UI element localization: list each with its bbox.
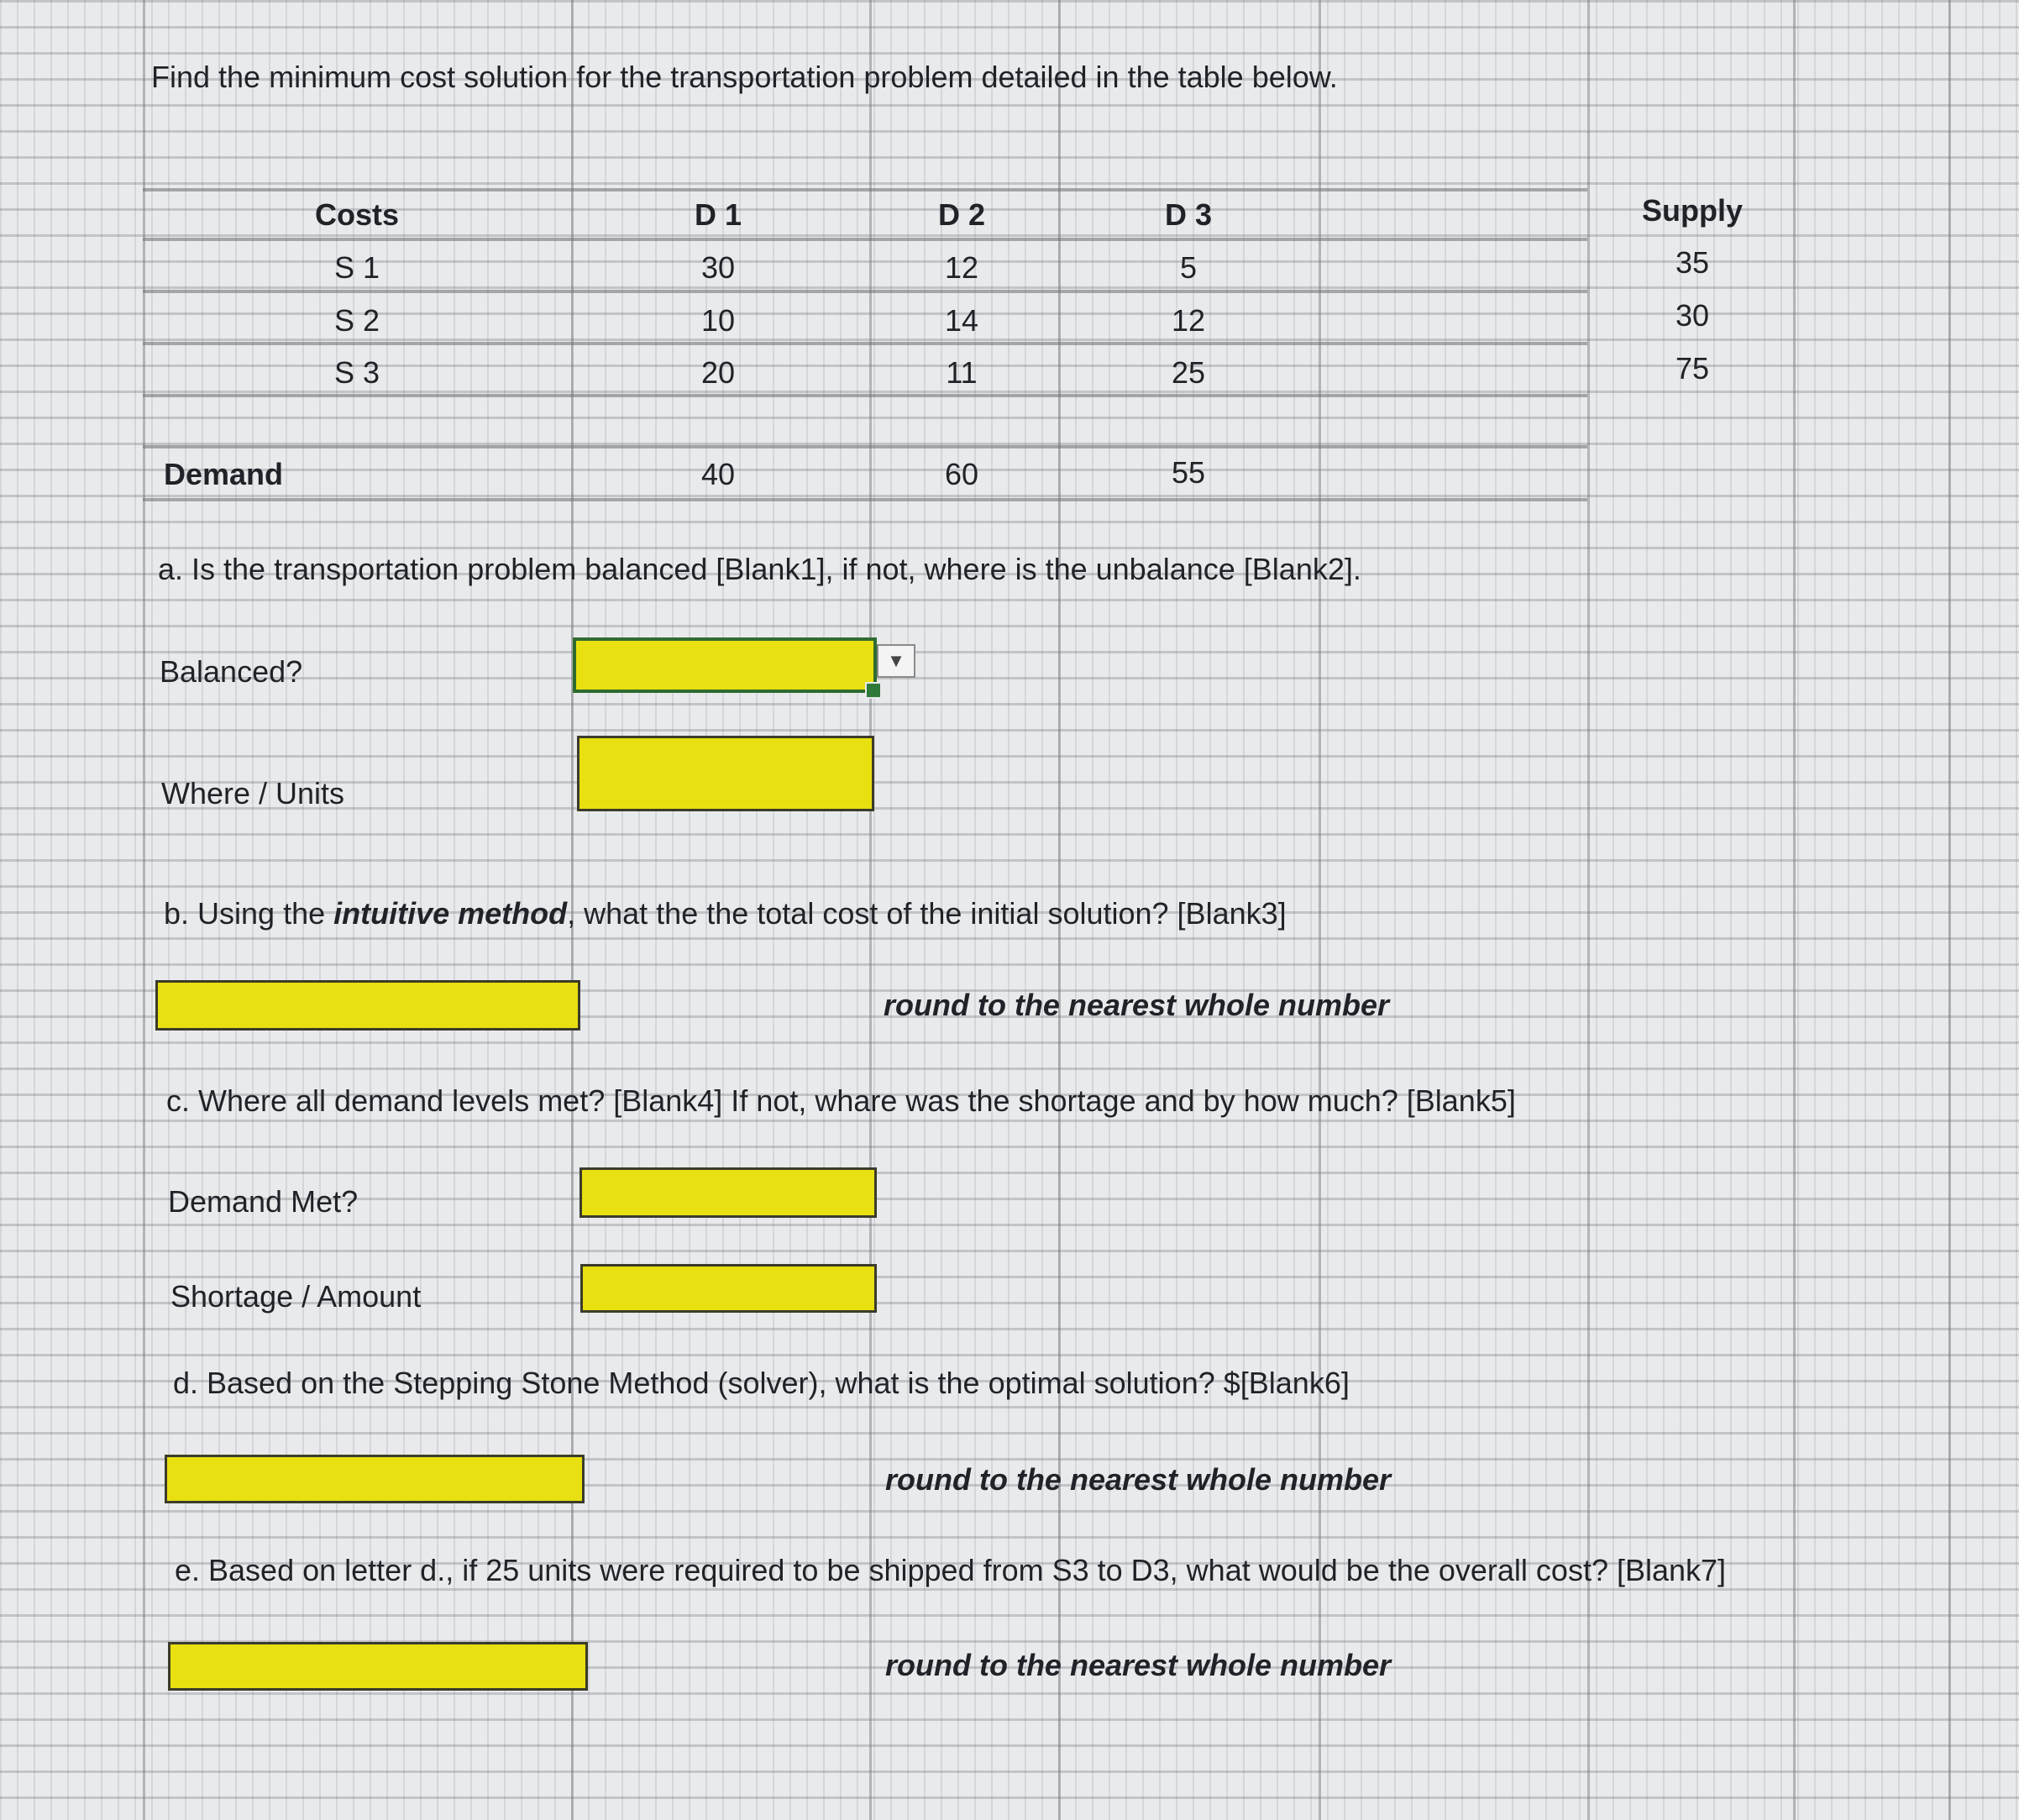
question-c-text: c. Where all demand levels met? [Blank4] If not, whare was the shortage and by how much? [Blank5] [166, 1083, 1516, 1118]
column-divider [1793, 0, 1796, 1820]
question-b-text [164, 895, 1287, 932]
table-rule [143, 342, 1587, 345]
cost-cell[interactable]: 5 [1179, 250, 1198, 285]
instructions-text: Find the minimum cost solution for the transportation problem detailed in the table below. [151, 60, 1338, 94]
cost-cell[interactable]: 11 [946, 355, 978, 390]
round-note-d: round to the nearest whole number [885, 1462, 1392, 1497]
total-cost-answer-cell[interactable] [155, 980, 580, 1031]
column-divider [1948, 0, 1951, 1820]
table-rule [143, 394, 1587, 397]
cost-cell[interactable]: 14 [944, 303, 979, 338]
column-divider [1319, 0, 1321, 1820]
balanced-dropdown-button[interactable] [877, 644, 915, 678]
demand-cell[interactable]: 40 [700, 457, 736, 491]
question-a-text: a. Is the transportation problem balanced [Blank1], if not, where is the unbalance [Blank2]. [158, 552, 1361, 586]
cost-cell[interactable]: 10 [700, 303, 736, 338]
row-label-s1: S 1 [333, 250, 380, 285]
demand-cell[interactable]: 60 [944, 457, 979, 491]
balanced-label: Balanced? [160, 654, 303, 689]
supply-cell[interactable]: 75 [1675, 351, 1710, 386]
cost-cell[interactable]: 12 [1171, 303, 1206, 338]
question-d-text: d. Based on the Stepping Stone Method (solver), what is the optimal solution? $[Blank6] [173, 1366, 1350, 1400]
cost-cell[interactable]: 30 [700, 250, 736, 285]
supply-cell[interactable]: 30 [1675, 298, 1710, 333]
demand-cell[interactable]: 55 [1171, 455, 1206, 490]
cost-cell[interactable]: 20 [700, 355, 736, 390]
demand-met-label: Demand Met? [168, 1184, 359, 1219]
question-b-prefix: b. Using the [164, 896, 334, 931]
supply-cell[interactable]: 35 [1675, 245, 1710, 280]
table-rule [143, 445, 1587, 448]
shortage-amount-label: Shortage / Amount [170, 1279, 422, 1314]
column-divider [143, 0, 145, 1820]
round-note-e: round to the nearest whole number [885, 1648, 1392, 1682]
question-b-suffix: , what the the total cost of the initial solution? [Blank3] [567, 896, 1287, 931]
table-rule [143, 290, 1587, 293]
column-divider [1587, 0, 1590, 1820]
supply-header: Supply [1641, 193, 1743, 228]
demand-met-answer-cell[interactable] [579, 1167, 877, 1218]
fill-handle[interactable] [865, 682, 882, 699]
table-rule [143, 238, 1587, 241]
row-label-s2: S 2 [333, 303, 380, 338]
table-rule [143, 498, 1587, 501]
table-rule [143, 188, 1587, 191]
question-e-text: e. Based on letter d., if 25 units were required to be shipped from S3 to D3, what would be the overall cost? [Blank7] [175, 1553, 1727, 1587]
optimal-solution-answer-cell[interactable] [165, 1455, 585, 1503]
demand-label: Demand [164, 457, 284, 491]
cost-cell[interactable]: 12 [944, 250, 979, 285]
costs-header: Costs [314, 197, 400, 232]
cost-cell[interactable]: 25 [1171, 355, 1206, 390]
where-units-answer-cell[interactable] [577, 736, 874, 811]
shortage-amount-answer-cell[interactable] [580, 1264, 877, 1313]
question-b-emphasis: intuitive method [333, 896, 568, 931]
overall-cost-answer-cell[interactable] [168, 1642, 588, 1691]
row-label-s3: S 3 [333, 355, 380, 390]
chevron-down-icon: ▼ [887, 650, 905, 671]
balanced-answer-cell[interactable] [573, 637, 877, 693]
column-header-d2: D 2 [937, 197, 986, 232]
column-header-d1: D 1 [694, 197, 742, 232]
column-header-d3: D 3 [1164, 197, 1213, 232]
where-units-label: Where / Units [161, 776, 345, 810]
round-note-b: round to the nearest whole number [884, 988, 1390, 1022]
